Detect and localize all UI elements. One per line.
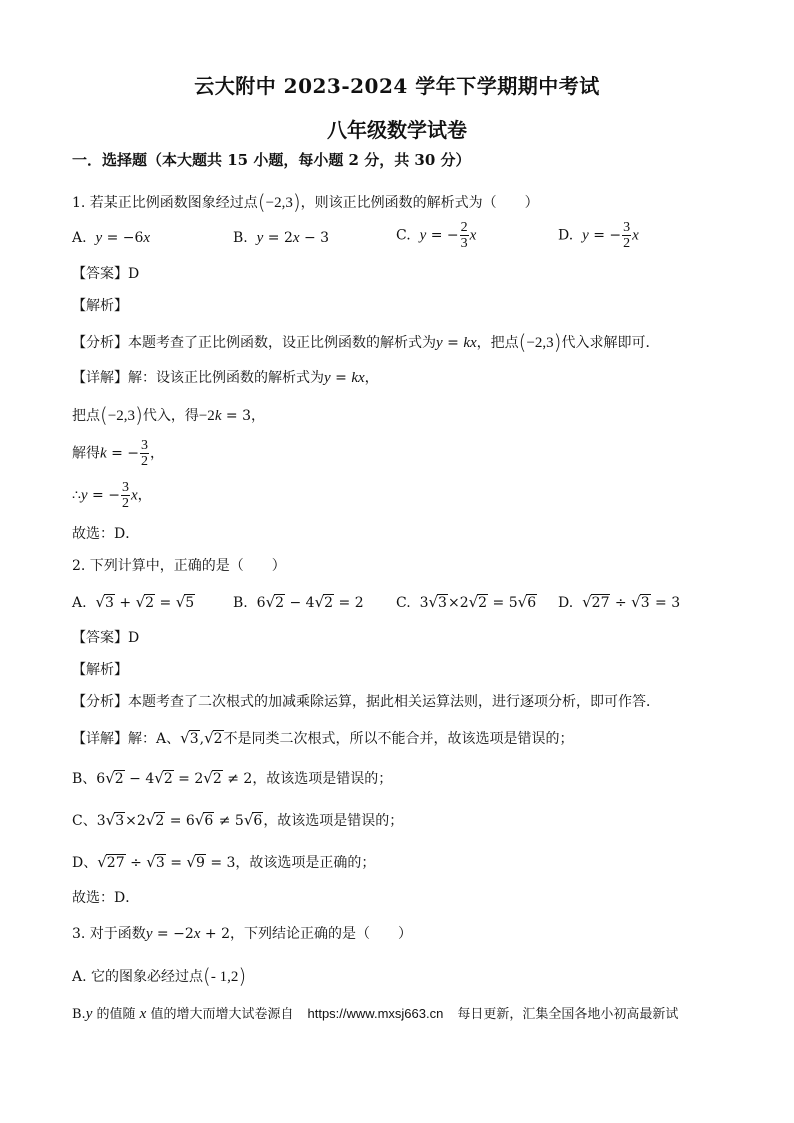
q1-answer: 【答案】D bbox=[72, 266, 140, 282]
exam-subtitle: 八年级数学试卷 bbox=[327, 118, 467, 142]
q2-xiangjie-d: D、√27 ÷ √3 = √9 = 3，故该选项是正确的； bbox=[72, 853, 376, 871]
q1-option-d: D. y = − $\frac{3}{2}$ x bbox=[558, 220, 639, 251]
q2-xiangjie-c: C、3√3×2√2 = 6√6 ≠ 5√6，故该选项是错误的； bbox=[72, 811, 404, 829]
q1-option-b: B. y = 2x − 3 bbox=[233, 230, 330, 246]
exam-title: 云大附中 2023-2024 学年下学期期中考试 bbox=[194, 74, 600, 98]
q1-stem: 1. 若某正比例函数图象经过点(−2,3)，则该正比例函数的解析式为（ ） bbox=[72, 190, 539, 214]
q3-option-a: A. 它的图象必经过点(- 1,2) bbox=[72, 964, 247, 988]
q2-option-d: D. √27 ÷ √3 = 3 bbox=[558, 593, 681, 611]
q2-fenxi: 【分析】本题考查了二次根式的加减乘除运算，据此相关运算法则，进行逐项分析，即可作答． bbox=[72, 694, 660, 710]
q1-option-c: C. y = − $\frac{2}{3}$ x bbox=[396, 220, 477, 251]
q3-option-b-with-footer: B.y 的值随 x 值的增大而增大试卷源自 https://www.mxsj663.cn 每日更新，汇集全国各地小初高最新试 bbox=[72, 1006, 679, 1022]
q2-xiangjie-b: B、6√2 − 4√2 = 2√2 ≠ 2，故该选项是错误的； bbox=[72, 769, 393, 787]
q1-analysis-label: 【解析】 bbox=[72, 298, 128, 314]
q3-stem: 3. 对于函数y = −2x + 2，下列结论正确的是（ ） bbox=[72, 926, 412, 942]
q2-analysis-label: 【解析】 bbox=[72, 662, 128, 678]
q2-option-a: A. √3 + √2 = √5 bbox=[72, 593, 195, 611]
q1-point: −2,3 bbox=[265, 195, 293, 211]
q1-fenxi: 【分析】本题考查了正比例函数，设正比例函数的解析式为y = kx，把点(−2,3)代入求解即可． bbox=[72, 330, 660, 354]
q1-step1: 把点(−2,3)代入，得−2k = 3， bbox=[72, 403, 266, 427]
q2-stem: 2. 下列计算中，正确的是（ ） bbox=[72, 558, 286, 574]
q1-xiangjie: 【详解】解：设该正比例函数的解析式为y = kx， bbox=[72, 370, 379, 386]
section-heading: 一．选择题（本大题共 15 小题，每小题 2 分，共 30 分） bbox=[72, 151, 471, 169]
q2-xiangjie-a: 【详解】解：A、√3,√2不是同类二次根式，所以不能合并，故该选项是错误的； bbox=[72, 729, 574, 747]
q1-step3: ∴y = − $\frac{3}{2}$ x， bbox=[72, 480, 152, 511]
q2-choose: 故选：D． bbox=[72, 890, 140, 906]
q2-option-b: B. 6√2 − 4√2 = 2 bbox=[233, 593, 364, 611]
footer-text: 每日更新，汇集全国各地小初高最新试 bbox=[457, 1007, 679, 1022]
q2-answer: 【答案】D bbox=[72, 630, 140, 646]
q1-step2: 解得k = − $\frac{3}{2}$ ， bbox=[72, 438, 165, 469]
source-url-link[interactable]: https://www.mxsj663.cn bbox=[307, 1006, 444, 1021]
q1-choose: 故选：D． bbox=[72, 526, 140, 542]
q2-option-c: C. 3√3×2√2 = 5√6 bbox=[396, 593, 537, 611]
q1-option-a: A. y = −6x bbox=[72, 230, 151, 246]
